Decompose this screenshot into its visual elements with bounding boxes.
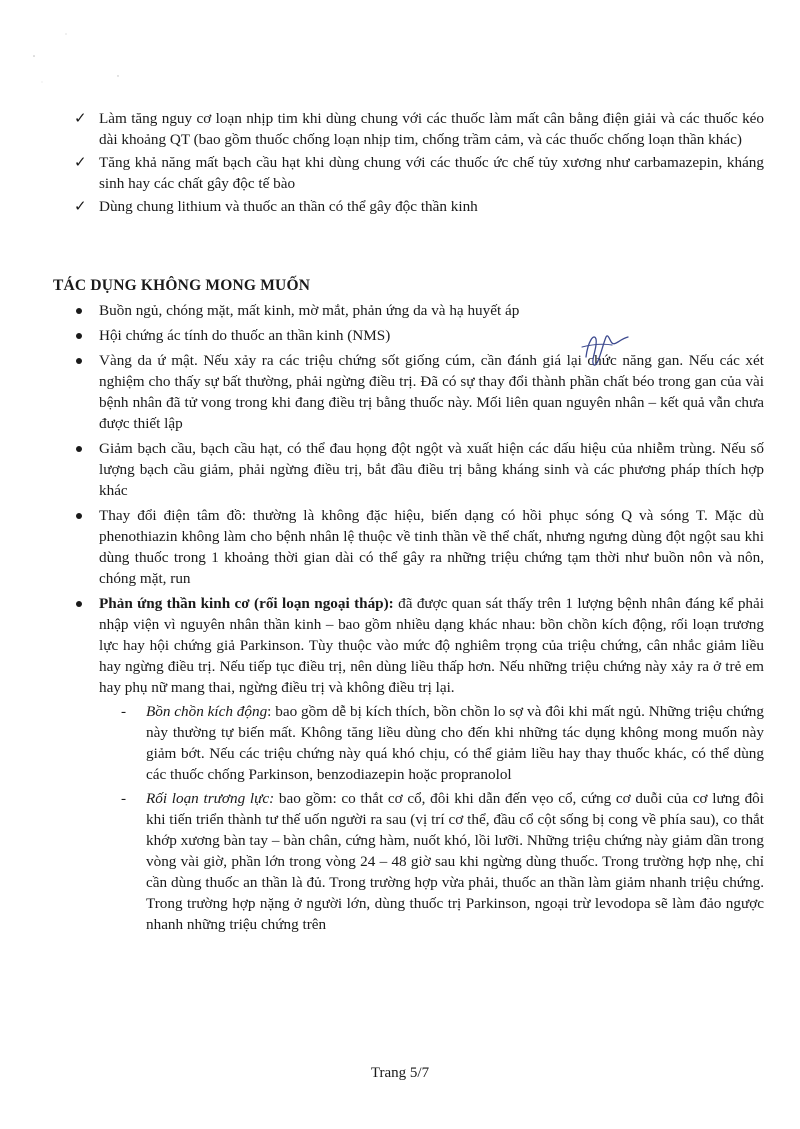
- page-number: Trang 5/7: [370, 1065, 430, 1081]
- bullet-item: [74, 505, 764, 589]
- interaction-checklist: [74, 108, 764, 219]
- bullet-item: [74, 438, 764, 501]
- check-item: [74, 108, 764, 150]
- bullet-text: Giảm bạch cầu, bạch cầu hạt, có thể đau họng đột ngột và xuất hiện các dấu hiệu của nhiễm trùng. Nếu số lượng bạch cầu giảm, phải ngừng điều trị, bắt đầu điều trị bằng kháng sinh và các phương pháp thích hợp khác: [99, 440, 764, 499]
- sub-item-lead: Rối loạn trương lực:: [146, 790, 275, 807]
- dash-icon: -: [121, 790, 127, 807]
- check-item-text: Dùng chung lithium và thuốc an thần có thể gây độc thần kinh: [99, 198, 478, 215]
- section-heading: TÁC DỤNG KHÔNG MONG MUỐN: [53, 277, 311, 294]
- sub-item-akathisia: [121, 701, 764, 785]
- checkmark-icon: ✓: [74, 153, 87, 171]
- sub-item-lead: Bồn chồn kích động: [146, 703, 268, 720]
- bullet-item: [74, 350, 764, 434]
- check-item-text: Tăng khả năng mất bạch cầu hạt khi dùng chung với các thuốc ức chế tủy xương như carbamazepin, kháng sinh hay các chất gây độc tế bào: [99, 154, 764, 192]
- scan-specks: [30, 30, 130, 90]
- bullet-dot-icon: [76, 446, 82, 452]
- side-effects-list: [74, 300, 764, 939]
- eps-sub-list: [121, 701, 764, 935]
- check-item: [74, 196, 764, 217]
- bullet-text: Hội chứng ác tính do thuốc an thần kinh (NMS): [99, 327, 391, 344]
- sub-item-text: : bao gồm dễ bị kích thích, bồn chồn lo sợ và đôi khi mất ngủ. Những triệu chứng này thường tự biến mất. Không tăng liều dùng cho đến khi những tác dụng không mong muốn này giảm bớt. Nếu các triệu chứng này quá khó chịu, có thể giảm liều hay thay thuốc khác, có thể dùng các thuốc chống Parkinson, benzodiazepin hoặc propranolol: [146, 703, 764, 783]
- eps-lead: Phản ứng thần kinh cơ (rối loạn ngoại tháp):: [99, 595, 394, 612]
- checkmark-icon: ✓: [74, 197, 87, 215]
- checkmark-icon: ✓: [74, 109, 87, 127]
- handwritten-initials: [572, 327, 632, 369]
- bullet-item: [74, 300, 764, 321]
- check-item-text: Làm tăng nguy cơ loạn nhịp tim khi dùng chung với các thuốc làm mất cân bằng điện giải và các thuốc kéo dài khoảng QT (bao gồm thuốc chống loạn nhịp tim, chống trầm cảm, và các thuốc chống loạn thần khác): [99, 110, 764, 148]
- sub-item-dystonia: [121, 788, 764, 935]
- bullet-dot-icon: [76, 513, 82, 519]
- bullet-dot-icon: [76, 333, 82, 339]
- bullet-text: Vàng da ứ mật. Nếu xảy ra các triệu chứng sốt giống cúm, cần đánh giá lại chức năng gan. Nếu các xét nghiệm cho thấy sự bất thường, phải ngừng điều trị. Đã có sự thay đổi thành phần chất béo trong gan của vài bệnh nhân đã tử vong trong khi đang điều trị bằng thuốc này. Mối liên quan nguyên nhân – kết quả vẫn chưa được thiết lập: [99, 352, 764, 432]
- bullet-dot-icon: [76, 308, 82, 314]
- bullet-dot-icon: [76, 601, 82, 607]
- bullet-item-eps: [74, 593, 764, 935]
- eps-text: đã được quan sát thấy trên 1 lượng bệnh nhân đáng kể phải nhập viện vì nguyên nhân thần kinh – bao gồm nhiều dạng khác nhau: bồn chồn kích động, rối loạn trương lực hay hội chứng giả Parkinson. Tùy thuộc vào mức độ nghiêm trọng của triệu chứng, cân nhắc giảm liều hay ngừng điều trị. Nếu tiếp tục điều trị, nên dùng liều thấp hơn. Nếu những triệu chứng này xảy ra ở trẻ em hay phụ nữ mang thai, ngừng điều trị và không điều trị lại.: [99, 595, 764, 696]
- bullet-dot-icon: [76, 358, 82, 364]
- dash-icon: -: [121, 703, 127, 720]
- bullet-text: Buồn ngủ, chóng mặt, mất kinh, mờ mắt, phản ứng da và hạ huyết áp: [99, 302, 520, 319]
- check-item: [74, 152, 764, 194]
- bullet-text: Thay đổi điện tâm đồ: thường là không đặc hiệu, biến dạng có hồi phục sóng Q và sóng T. Mặc dù phenothiazin không làm cho bệnh nhân lệ thuộc về tinh thần về thể chất, nhưng ngưng dùng đột ngột sau khi dùng thuốc trong 1 khoảng thời gian dài có thể gây ra những triệu chứng tạm thời như buồn nôn và nôn, chóng mặt, run: [99, 507, 764, 587]
- sub-item-text: bao gồm: co thắt cơ cổ, đôi khi dẫn đến vẹo cổ, cứng cơ duỗi của cơ lưng đôi khi tiến triển thành tư thế uốn người ra sau (vị trí cơ thể, đầu cổ cột sống bị cong về phía sau), co thắt khớp xương bàn tay – bàn chân, cứng hàm, nuốt khó, lồi lưỡi. Những triệu chứng này giảm dần trong vòng vài giờ, phần lớn trong vòng 24 – 48 giờ sau khi ngừng dùng thuốc. Trong trường hợp nhẹ, chỉ cần dùng thuốc an thần là đủ. Trong trường hợp vừa phải, thuốc an thần làm giảm nhanh triệu chứng. Trong trường hợp nặng ở người lớn, dùng thuốc trị Parkinson, ngoại trừ levodopa sẽ làm đảo ngược nhanh những triệu chứng trên: [146, 790, 764, 933]
- bullet-item: [74, 325, 764, 346]
